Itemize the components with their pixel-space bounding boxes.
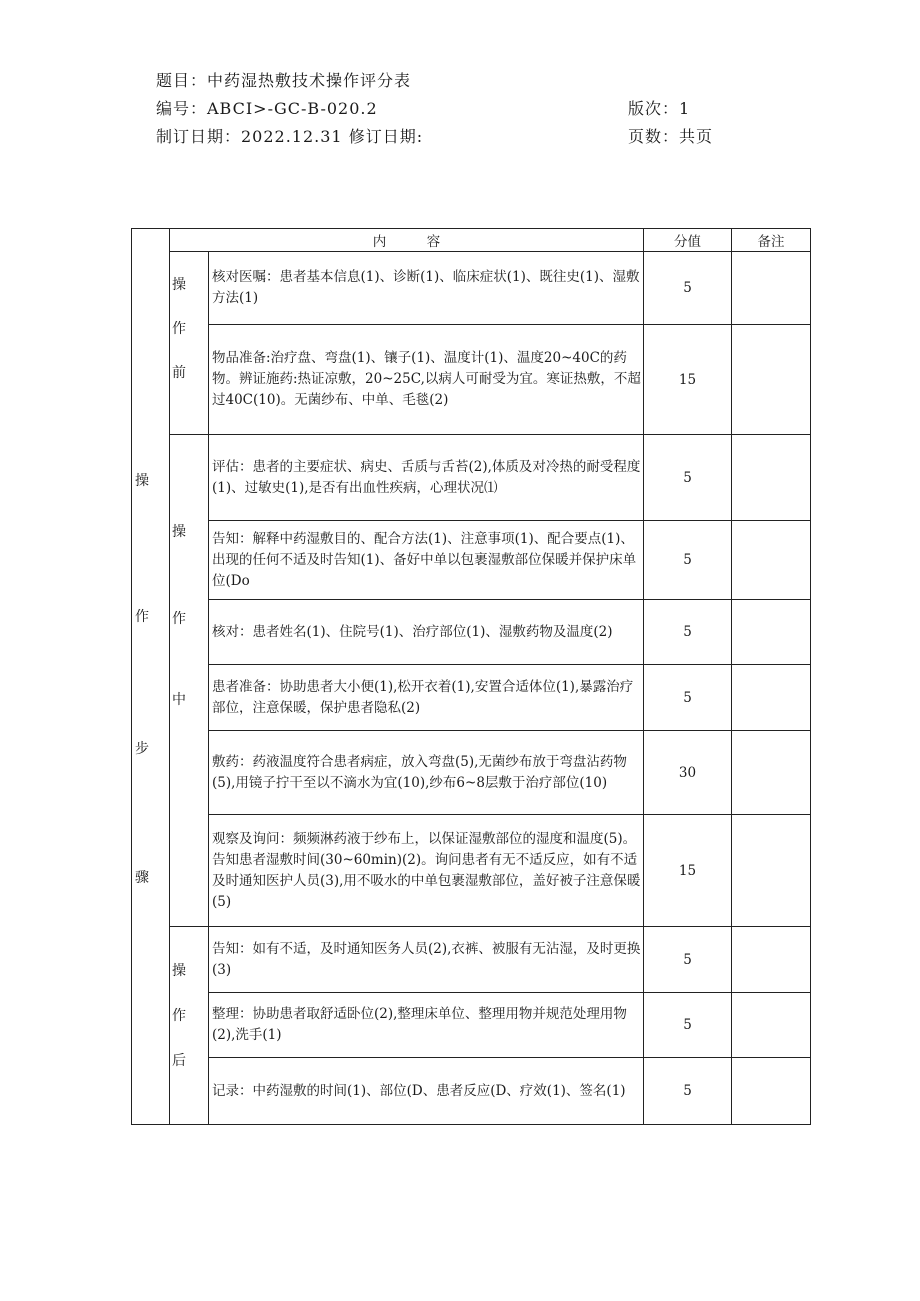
- table-row: [132, 252, 811, 325]
- section-label-char: 操: [135, 473, 149, 489]
- row-note: [732, 1058, 811, 1125]
- group-label-before: [170, 252, 209, 435]
- group-label-char: 中: [172, 692, 186, 708]
- form-pages: 页数：共页: [628, 127, 714, 146]
- section-label-char: 步: [135, 741, 149, 757]
- table-row: [132, 600, 811, 665]
- table-row: [132, 927, 811, 993]
- row-note: [732, 665, 811, 731]
- row-note: [732, 252, 811, 325]
- row-score: 5: [644, 993, 732, 1058]
- table-row: [132, 665, 811, 731]
- section-label-char: 作: [135, 609, 149, 625]
- row-note: [732, 600, 811, 665]
- row-content: 患者准备：协助患者大小便(1),松开衣着(1),安置合适体位(1),暴露治疗部位，注意保暖，保护患者隐私(2): [209, 665, 644, 731]
- table-row: [132, 993, 811, 1058]
- row-score: 5: [644, 521, 732, 600]
- row-note: [732, 435, 811, 521]
- table-row: [132, 521, 811, 600]
- row-content: 评估：患者的主要症状、病史、舌质与舌苔(2),体质及对冷热的耐受程度(1)、过敏史(1),是否有出血性疾病，心理状况⑴: [209, 435, 644, 521]
- row-content: 告知：解释中药湿敷目的、配合方法(1)、注意事项(1)、配合要点(1)、出现的任何不适及时告知(1)、备好中单以包裹湿敷部位保暖并保护床单位(Do: [209, 521, 644, 600]
- table-row: [132, 325, 811, 435]
- row-content: 整理：协助患者取舒适卧位(2),整理床单位、整理用物并规范处理用物(2),洗手(1): [209, 993, 644, 1058]
- row-content: 物品准备:治疗盘、弯盘(1)、镶子(1)、温度计(1)、温度20~40C的药物。辨证施药:热证凉敷，20~25C,以病人可耐受为宜。寒证热敷，不超过40C(10)。无菌纱布、中单、毛毯(2): [209, 325, 644, 435]
- row-note: [732, 815, 811, 927]
- form-version: 版次：1: [628, 99, 691, 118]
- form-code: 编号：ABCI>-GC-B-020.2: [156, 99, 378, 118]
- row-note: [732, 731, 811, 815]
- row-note: [732, 325, 811, 435]
- row-content: 敷药：药液温度符合患者病症，放入弯盘(5),无菌纱布放于弯盘沾药物(5),用镜子拧干至以不滴水为宜(10),纱布6~8层敷于治疗部位(10): [209, 731, 644, 815]
- row-content: 核对医嘱：患者基本信息(1)、诊断(1)、临床症状(1)、既往史(1)、湿敷方法(1): [209, 252, 644, 325]
- table-row: [132, 1058, 811, 1125]
- table-row: [132, 435, 811, 521]
- group-label-after: [170, 927, 209, 1125]
- row-score: 15: [644, 325, 732, 435]
- table-row: [132, 731, 811, 815]
- scoring-table: [131, 228, 811, 1125]
- form-dates: 制订日期：2022.12.31 修订日期:: [156, 127, 424, 146]
- group-label-char: 操: [172, 963, 186, 979]
- row-score: 15: [644, 815, 732, 927]
- row-note: [732, 927, 811, 993]
- header-content: 内 容: [170, 229, 644, 252]
- group-label-char: 操: [172, 277, 186, 293]
- section-label-cell: [132, 229, 170, 1125]
- row-score: 5: [644, 435, 732, 521]
- row-note: [732, 521, 811, 600]
- group-label-char: 操: [172, 524, 186, 540]
- row-content: 观察及询问：频频淋药液于纱布上，以保证湿敷部位的湿度和温度(5)。告知患者湿敷时间(30~60min)(2)。询问患者有无不适反应，如有不适及时通知医护人员(3),用不吸水的中单包裹湿敷部位，盖好被子注意保暖(5): [209, 815, 644, 927]
- group-label-char: 作: [172, 611, 186, 627]
- group-label-char: 作: [172, 1008, 186, 1024]
- row-score: 5: [644, 1058, 732, 1125]
- row-content: 记录：中药湿敷的时间(1)、部位(D、患者反应(D、疗效(1)、签名(1): [209, 1058, 644, 1125]
- row-content: 告知：如有不适，及时通知医务人员(2),衣裤、被服有无沾湿，及时更换(3): [209, 927, 644, 993]
- header-note: 备注: [732, 229, 811, 252]
- group-label-char: 作: [172, 321, 186, 337]
- header-score: 分值: [644, 229, 732, 252]
- row-score: 5: [644, 665, 732, 731]
- form-title: 题目：中药湿热敷技术操作评分表: [156, 71, 412, 90]
- row-note: [732, 993, 811, 1058]
- group-label-char: 后: [172, 1053, 186, 1069]
- row-content: 核对：患者姓名(1)、住院号(1)、治疗部位(1)、湿敷药物及温度(2): [209, 600, 644, 665]
- group-label-char: 前: [172, 365, 186, 381]
- row-score: 5: [644, 927, 732, 993]
- section-label-char: 骤: [135, 870, 149, 886]
- table-header-row: [132, 229, 811, 252]
- row-score: 5: [644, 600, 732, 665]
- row-score: 5: [644, 252, 732, 325]
- row-score: 30: [644, 731, 732, 815]
- table-row: [132, 815, 811, 927]
- group-label-during: [170, 435, 209, 927]
